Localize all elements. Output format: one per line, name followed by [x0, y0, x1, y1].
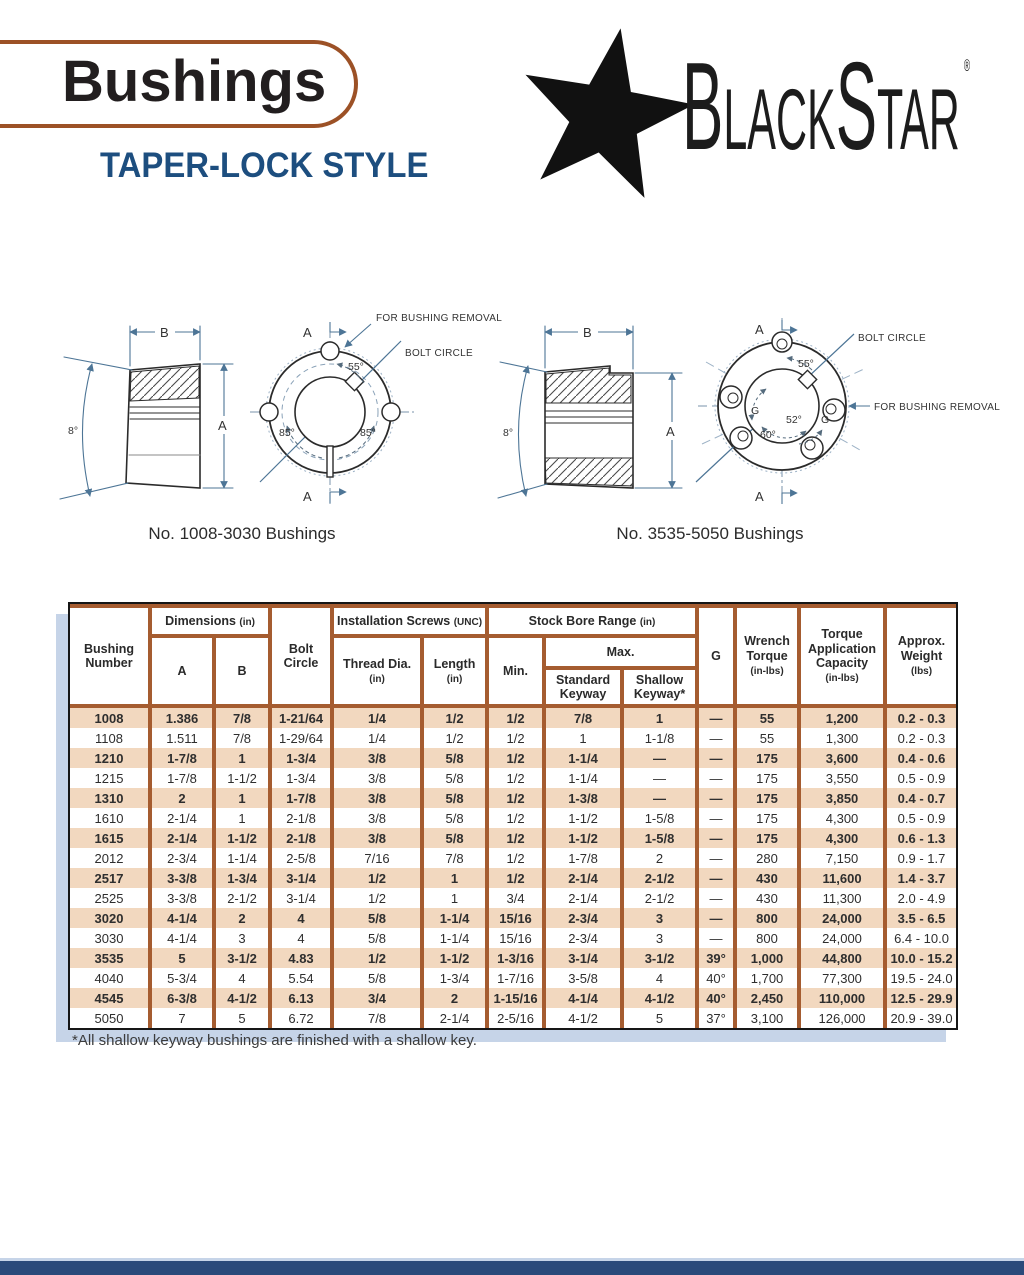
table-cell: 1-21/64 — [270, 706, 332, 728]
table-cell: 1/2 — [332, 868, 422, 888]
table-cell: 1-1/4 — [422, 908, 487, 928]
table-cell: 1 — [622, 706, 697, 728]
table-cell: 10.0 - 15.2 — [885, 948, 956, 968]
table-cell: 3020 — [70, 908, 150, 928]
table-cell: 3/4 — [332, 988, 422, 1008]
table-cell: 3,850 — [799, 788, 885, 808]
table-cell: 5/8 — [332, 908, 422, 928]
table-cell: 7/8 — [214, 706, 270, 728]
table-cell: 7 — [150, 1008, 214, 1028]
table-cell: 2-1/2 — [622, 888, 697, 908]
table-cell: 4-1/2 — [622, 988, 697, 1008]
dim-label-b: B — [160, 325, 169, 340]
table-cell: 3 — [214, 928, 270, 948]
diagram-caption-left: No. 1008-3030 Bushings — [148, 524, 336, 543]
table-cell: 4 — [622, 968, 697, 988]
table-cell: 1/4 — [332, 728, 422, 748]
section-label-a-bottom: A — [755, 489, 764, 504]
table-cell: 1-1/2 — [544, 828, 622, 848]
brand-letters: TAR — [877, 72, 960, 168]
table-cell: 7,150 — [799, 848, 885, 868]
table-row — [70, 788, 956, 808]
col-header-stock-bore-range: Stock Bore Range (in) — [487, 606, 697, 636]
table-cell: 4040 — [70, 968, 150, 988]
table-cell: 1,300 — [799, 728, 885, 748]
table-cell: 3,550 — [799, 768, 885, 788]
table-cell: 3-3/8 — [150, 868, 214, 888]
table-cell: 800 — [735, 908, 799, 928]
table-cell: 1/2 — [487, 808, 544, 828]
table-cell: 1-7/8 — [270, 788, 332, 808]
table-cell: 5-3/4 — [150, 968, 214, 988]
table-cell: — — [622, 788, 697, 808]
table-cell: 1-1/2 — [214, 828, 270, 848]
table-cell: 15/16 — [487, 928, 544, 948]
table-cell: 1-1/2 — [214, 768, 270, 788]
table-cell: 2-5/16 — [487, 1008, 544, 1028]
table-cell: 12.5 - 29.9 — [885, 988, 956, 1008]
table-cell: 3-1/2 — [622, 948, 697, 968]
col-header-thread-dia: Thread Dia. (in) — [332, 636, 422, 706]
angle-label-52: 52° — [786, 414, 802, 426]
dim-label-a: A — [666, 424, 675, 439]
table-row — [70, 1008, 956, 1028]
table-cell: 2 — [422, 988, 487, 1008]
table-cell: — — [697, 808, 735, 828]
table-cell: 3 — [622, 928, 697, 948]
table-cell: 3/8 — [332, 768, 422, 788]
table-cell: 1 — [544, 728, 622, 748]
table-cell: 1/2 — [487, 848, 544, 868]
table-cell: 2012 — [70, 848, 150, 868]
table-cell: 5/8 — [332, 928, 422, 948]
table-cell: 4 — [270, 908, 332, 928]
bushing-spec-table — [70, 604, 956, 1028]
table-cell: 3-1/4 — [270, 868, 332, 888]
table-cell: 1/2 — [487, 706, 544, 728]
angle-label-55: 55° — [798, 358, 814, 370]
callout-bushing-removal: FOR BUSHING REMOVAL — [874, 402, 1001, 413]
table-cell: — — [622, 768, 697, 788]
table-cell: 2-3/4 — [150, 848, 214, 868]
table-cell: 175 — [735, 748, 799, 768]
table-cell: 2-1/4 — [150, 808, 214, 828]
table-cell: 1/2 — [422, 728, 487, 748]
table-cell: 3/8 — [332, 808, 422, 828]
table-cell: 4 — [214, 968, 270, 988]
page-subtitle: TAPER-LOCK STYLE — [100, 146, 429, 185]
table-cell: 3-1/4 — [544, 948, 622, 968]
col-header-max: Max. — [544, 636, 697, 668]
table-cell: 44,800 — [799, 948, 885, 968]
table-cell: 3,600 — [799, 748, 885, 768]
table-cell: 11,600 — [799, 868, 885, 888]
col-header-wrench-torque: Wrench Torque (in-lbs) — [735, 606, 799, 706]
table-cell: 1108 — [70, 728, 150, 748]
table-cell: 55 — [735, 706, 799, 728]
table-cell: 1-1/4 — [422, 928, 487, 948]
table-cell: 3-1/4 — [270, 888, 332, 908]
table-cell: 3,100 — [735, 1008, 799, 1028]
table-cell: 175 — [735, 808, 799, 828]
table-cell: 1/2 — [487, 788, 544, 808]
table-cell: 1,000 — [735, 948, 799, 968]
front-view-1008-3030 — [250, 313, 502, 504]
table-cell: 1-5/8 — [622, 828, 697, 848]
table-row — [70, 828, 956, 848]
table-cell: 15/16 — [487, 908, 544, 928]
table-cell: 1-1/4 — [544, 768, 622, 788]
angle-label-85-left: 85° — [279, 427, 295, 439]
table-cell: 3-5/8 — [544, 968, 622, 988]
table-header — [70, 606, 956, 706]
table-cell: 1-3/4 — [270, 748, 332, 768]
col-header-g: G — [697, 606, 735, 706]
table-cell: 2-1/8 — [270, 808, 332, 828]
table-cell: 3/8 — [332, 828, 422, 848]
col-header-torque-capacity: Torque Application Capacity (in-lbs) — [799, 606, 885, 706]
table-cell: 40° — [697, 968, 735, 988]
table-cell: 4,300 — [799, 808, 885, 828]
table-row — [70, 848, 956, 868]
callout-bushing-removal: FOR BUSHING REMOVAL — [376, 313, 503, 324]
table-cell: 126,000 — [799, 1008, 885, 1028]
table-cell: 4.83 — [270, 948, 332, 968]
table-cell: 1-1/2 — [422, 948, 487, 968]
table-cell: 3030 — [70, 928, 150, 948]
taper-angle-label: 8° — [68, 425, 79, 437]
table-cell: 2-5/8 — [270, 848, 332, 868]
table-row — [70, 908, 956, 928]
table-cell: 6.13 — [270, 988, 332, 1008]
table-cell: 280 — [735, 848, 799, 868]
table-cell: 1-3/16 — [487, 948, 544, 968]
table-cell: 430 — [735, 868, 799, 888]
table-cell: 1310 — [70, 788, 150, 808]
col-header-dimensions: Dimensions (in) — [150, 606, 270, 636]
col-header-standard-keyway: Standard Keyway — [544, 668, 622, 706]
col-header-shallow-keyway: Shallow Keyway* — [622, 668, 697, 706]
brand-logo — [682, 38, 971, 176]
table-cell: 1-7/16 — [487, 968, 544, 988]
table-cell: 4545 — [70, 988, 150, 1008]
table-cell: — — [697, 728, 735, 748]
table-cell: 4,300 — [799, 828, 885, 848]
table-cell: 5/8 — [422, 768, 487, 788]
table-cell: — — [697, 828, 735, 848]
table-cell: 175 — [735, 788, 799, 808]
table-cell: 1/2 — [422, 706, 487, 728]
col-header-bolt-circle: Bolt Circle — [270, 606, 332, 706]
table-row — [70, 748, 956, 768]
table-cell: 2 — [622, 848, 697, 868]
col-header-length: Length (in) — [422, 636, 487, 706]
table-cell: 0.2 - 0.3 — [885, 706, 956, 728]
table-cell: 5/8 — [422, 748, 487, 768]
table-cell: 1/4 — [332, 706, 422, 728]
table-cell: 1-7/8 — [150, 748, 214, 768]
table-cell: 1-3/4 — [422, 968, 487, 988]
table-cell: 6.72 — [270, 1008, 332, 1028]
table-row — [70, 948, 956, 968]
table-cell: 1 — [422, 868, 487, 888]
table-cell: 5/8 — [422, 788, 487, 808]
table-cell: 3535 — [70, 948, 150, 968]
table-cell: 1,700 — [735, 968, 799, 988]
star-icon — [520, 22, 700, 207]
table-cell: 3.5 - 6.5 — [885, 908, 956, 928]
g-label-left: G — [751, 405, 760, 417]
table-cell: 20.9 - 39.0 — [885, 1008, 956, 1028]
registered-trademark-icon: ® — [963, 56, 971, 75]
table-cell: 1 — [214, 748, 270, 768]
table-cell: 2-1/2 — [622, 868, 697, 888]
table-cell: — — [697, 888, 735, 908]
table-cell: 1 — [214, 808, 270, 828]
table-cell: 1-1/4 — [214, 848, 270, 868]
table-cell: 5/8 — [332, 968, 422, 988]
table-cell: 800 — [735, 928, 799, 948]
table-cell: 175 — [735, 828, 799, 848]
table-cell: 3-1/2 — [214, 948, 270, 968]
angle-label-60: 60° — [760, 429, 776, 441]
col-header-a: A — [150, 636, 214, 706]
table-cell: 1.511 — [150, 728, 214, 748]
bushing-spec-table-wrap — [68, 602, 958, 1030]
angle-label-55: 55° — [348, 361, 364, 373]
g-label-right: G — [821, 414, 830, 426]
table-cell: 5.54 — [270, 968, 332, 988]
table-cell: 0.5 - 0.9 — [885, 768, 956, 788]
table-cell: 7/8 — [214, 728, 270, 748]
table-cell: 1/2 — [487, 828, 544, 848]
table-cell: 1/2 — [332, 888, 422, 908]
table-cell: 7/16 — [332, 848, 422, 868]
taper-angle-label: 8° — [503, 427, 514, 439]
table-cell: 1-5/8 — [622, 808, 697, 828]
table-cell: 2-1/4 — [544, 888, 622, 908]
table-cell: 1/2 — [332, 948, 422, 968]
table-cell: 175 — [735, 768, 799, 788]
table-cell: 3/8 — [332, 788, 422, 808]
table-row — [70, 928, 956, 948]
table-cell: 1/2 — [487, 728, 544, 748]
col-header-installation-screws: Installation Screws (UNC) — [332, 606, 487, 636]
table-cell: 1008 — [70, 706, 150, 728]
table-cell: 2-3/4 — [544, 908, 622, 928]
table-cell: 4-1/2 — [214, 988, 270, 1008]
table-cell: 55 — [735, 728, 799, 748]
table-cell: — — [697, 706, 735, 728]
table-cell: — — [622, 748, 697, 768]
table-cell: 1-3/4 — [270, 768, 332, 788]
table-cell: 39° — [697, 948, 735, 968]
technical-drawings — [0, 270, 1024, 560]
angle-label-85-right: 85° — [360, 427, 376, 439]
table-cell: 4-1/4 — [150, 928, 214, 948]
table-cell: 2525 — [70, 888, 150, 908]
table-cell: — — [697, 868, 735, 888]
table-cell: — — [697, 908, 735, 928]
table-cell: 0.9 - 1.7 — [885, 848, 956, 868]
table-cell: 19.5 - 24.0 — [885, 968, 956, 988]
section-label-a-bottom: A — [303, 489, 312, 504]
table-cell: 1215 — [70, 768, 150, 788]
table-cell: 6-3/8 — [150, 988, 214, 1008]
table-cell: 1.386 — [150, 706, 214, 728]
table-cell: 4-1/4 — [544, 988, 622, 1008]
profile-view-3535-5050 — [498, 322, 682, 498]
table-cell: — — [697, 748, 735, 768]
table-cell: 3 — [622, 908, 697, 928]
table-cell: 0.6 - 1.3 — [885, 828, 956, 848]
table-cell: 430 — [735, 888, 799, 908]
table-cell: 3-3/8 — [150, 888, 214, 908]
table-cell: 2-1/8 — [270, 828, 332, 848]
table-cell: 1/2 — [487, 868, 544, 888]
profile-view-1008-3030 — [60, 322, 234, 499]
brand-letter: B — [682, 38, 724, 176]
table-cell: 11,300 — [799, 888, 885, 908]
table-cell: 2,450 — [735, 988, 799, 1008]
dim-label-a: A — [218, 418, 227, 433]
table-cell: 1-3/8 — [544, 788, 622, 808]
bushing-table-body — [70, 706, 956, 1028]
table-cell: — — [697, 768, 735, 788]
table-cell: 5 — [622, 1008, 697, 1028]
table-cell: 7/8 — [332, 1008, 422, 1028]
table-cell: 2.0 - 4.9 — [885, 888, 956, 908]
table-cell: — — [697, 788, 735, 808]
table-cell: 2-1/4 — [544, 868, 622, 888]
table-cell: 2-3/4 — [544, 928, 622, 948]
table-cell: 5 — [214, 1008, 270, 1028]
table-cell: 0.4 - 0.6 — [885, 748, 956, 768]
footer-bar — [0, 1261, 1024, 1275]
table-cell: 3/8 — [332, 748, 422, 768]
table-cell: 110,000 — [799, 988, 885, 1008]
table-cell: 2 — [214, 908, 270, 928]
table-cell: 1/2 — [487, 768, 544, 788]
brand-letter: S — [835, 38, 878, 176]
table-cell: 1-7/8 — [150, 768, 214, 788]
table-cell: 1,200 — [799, 706, 885, 728]
table-row — [70, 988, 956, 1008]
table-cell: 24,000 — [799, 928, 885, 948]
table-cell: 5/8 — [422, 828, 487, 848]
table-row — [70, 888, 956, 908]
col-header-min: Min. — [487, 636, 544, 706]
table-cell: 6.4 - 10.0 — [885, 928, 956, 948]
table-cell: 1615 — [70, 828, 150, 848]
section-label-a-top: A — [303, 325, 312, 340]
table-cell: 1-1/8 — [622, 728, 697, 748]
table-footnote: *All shallow keyway bushings are finished with a shallow key. — [72, 1032, 477, 1049]
table-cell: 40° — [697, 988, 735, 1008]
table-row — [70, 968, 956, 988]
table-cell: 3/4 — [487, 888, 544, 908]
table-cell: 4 — [270, 928, 332, 948]
table-cell: 0.5 - 0.9 — [885, 808, 956, 828]
table-cell: 1-1/2 — [544, 808, 622, 828]
front-view-3535-5050 — [696, 318, 1000, 504]
table-cell: 1-29/64 — [270, 728, 332, 748]
diagram-caption-right: No. 3535-5050 Bushings — [616, 524, 804, 543]
table-cell: 77,300 — [799, 968, 885, 988]
table-cell: 2-1/2 — [214, 888, 270, 908]
table-cell: 1.4 - 3.7 — [885, 868, 956, 888]
table-cell: 7/8 — [544, 706, 622, 728]
table-cell: 1/2 — [487, 748, 544, 768]
callout-bolt-circle: BOLT CIRCLE — [858, 333, 926, 344]
table-row — [70, 706, 956, 728]
table-cell: 1-1/4 — [544, 748, 622, 768]
table-cell: — — [697, 848, 735, 868]
table-cell: 24,000 — [799, 908, 885, 928]
table-row — [70, 808, 956, 828]
dim-label-b: B — [583, 325, 592, 340]
table-cell: 5 — [150, 948, 214, 968]
table-cell: 2 — [150, 788, 214, 808]
table-row — [70, 768, 956, 788]
table-cell: 1610 — [70, 808, 150, 828]
callout-bolt-circle: BOLT CIRCLE — [405, 348, 473, 359]
table-cell: 1 — [422, 888, 487, 908]
col-header-bushing-number: Bushing Number — [70, 606, 150, 706]
table-cell: 4-1/2 — [544, 1008, 622, 1028]
table-cell: 1210 — [70, 748, 150, 768]
table-cell: 0.4 - 0.7 — [885, 788, 956, 808]
table-cell: 4-1/4 — [150, 908, 214, 928]
table-row — [70, 868, 956, 888]
table-cell: 5/8 — [422, 808, 487, 828]
col-header-b: B — [214, 636, 270, 706]
table-cell: 7/8 — [422, 848, 487, 868]
table-cell: 2-1/4 — [150, 828, 214, 848]
table-cell: 1 — [214, 788, 270, 808]
page-title: Bushings — [62, 49, 327, 114]
table-cell: 5050 — [70, 1008, 150, 1028]
table-cell: 2517 — [70, 868, 150, 888]
table-cell: 1-7/8 — [544, 848, 622, 868]
table-cell: 1-15/16 — [487, 988, 544, 1008]
col-header-approx-weight: Approx. Weight (lbs) — [885, 606, 956, 706]
table-cell: — — [697, 928, 735, 948]
section-label-a-top: A — [755, 322, 764, 337]
table-cell: 37° — [697, 1008, 735, 1028]
table-cell: 0.2 - 0.3 — [885, 728, 956, 748]
table-cell: 2-1/4 — [422, 1008, 487, 1028]
table-row — [70, 728, 956, 748]
brand-letters: LACK — [723, 72, 836, 168]
table-cell: 1-3/4 — [214, 868, 270, 888]
